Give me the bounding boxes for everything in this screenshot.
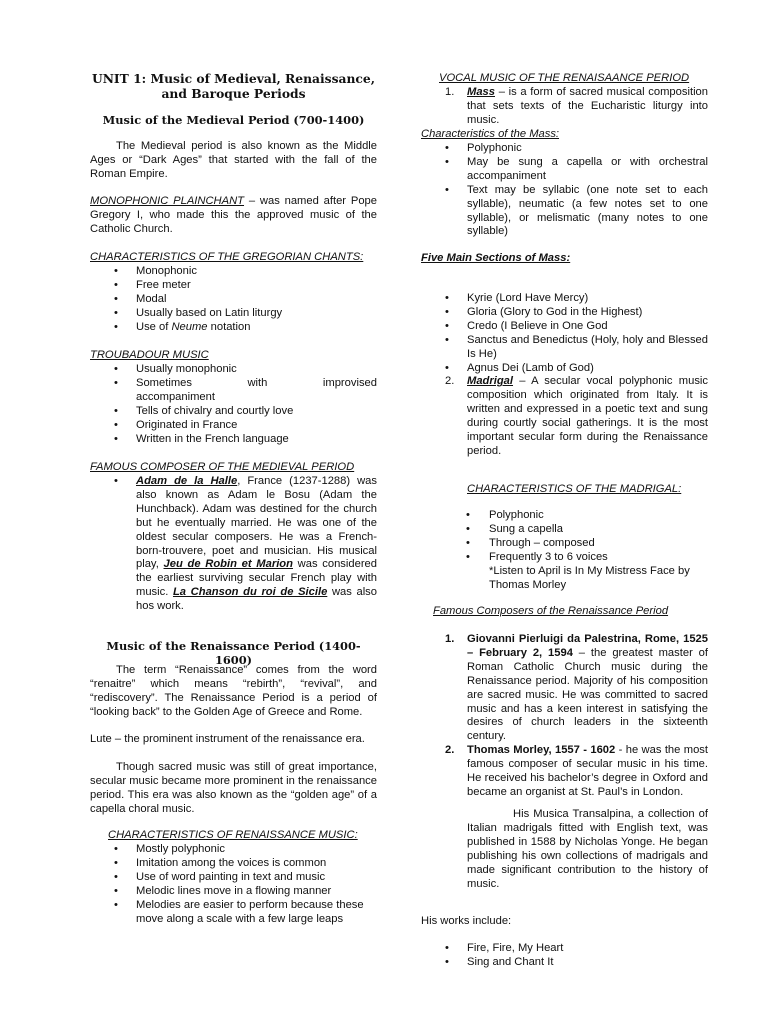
list-item: • Originated in France — [90, 419, 377, 433]
morley-paragraph: His Musica Transalpina, a collection of Italian madrigals fitted with English text, was published in 1588 by Nicholas Yonge. He began publishing his own collections of madrigals and made significant contribution to the history of music. — [467, 808, 708, 890]
list-item: • Sung a capella — [421, 523, 708, 537]
madrigal-char-heading: CHARACTERISTICS OF THE MADRIGAL: — [467, 483, 682, 495]
text-span: was also hos work. — [136, 586, 377, 613]
list-item: • Written in the French language — [90, 433, 377, 447]
list-item: • Gloria (Glory to God in the Highest) — [421, 306, 708, 320]
list-item: • Agnus Dei (Lamb of God) — [421, 362, 708, 376]
list-item: • Melodic lines move in a flowing manner — [90, 885, 377, 899]
list-number: 2. — [445, 375, 455, 387]
text-span: Use of — [136, 320, 172, 333]
gregorian-heading: CHARACTERISTICS OF THE GREGORIAN CHANTS: — [90, 251, 364, 263]
mass-term: Mass — [467, 86, 495, 98]
text-span: – is a form of sacred musical composition that sets texts of the Eucharistic liturgy into music. — [467, 86, 708, 126]
text-line: • Sometimes with improvised — [136, 376, 377, 389]
list-item: • Through – composed — [421, 537, 708, 551]
famous-renaissance-heading: Famous Composers of the Renaissance Period — [433, 605, 669, 617]
list-number: 1. — [445, 86, 455, 98]
list-item: • Usually monophonic — [90, 363, 377, 377]
madrigal-char-list — [421, 509, 708, 565]
renaissance-char-heading: CHARACTERISTICS OF RENAISSANCE MUSIC: — [108, 829, 358, 841]
list-item: • Credo (I Believe in One God — [421, 320, 708, 334]
works-list — [421, 942, 708, 970]
madrigal-term: Madrigal — [467, 375, 514, 387]
adam-name: Adam de la Halle — [136, 475, 238, 487]
list-item — [90, 377, 377, 405]
troubadour-heading: TROUBADOUR MUSIC — [90, 349, 209, 361]
medieval-heading: Music of the Medieval Period (700-1400) — [102, 113, 365, 127]
list-item: • Polyphonic — [421, 509, 708, 523]
adam-play: Jeu de Robin et Marion — [163, 558, 293, 571]
list-item: • Monophonic — [90, 265, 377, 279]
plainchant-term: MONOPHONIC PLAINCHANT — [90, 195, 245, 207]
list-item: • Usually based on Latin liturgy — [90, 307, 377, 321]
list-item: • Mostly polyphonic — [90, 843, 377, 857]
renaissance-heading: Music of the Renaissance Period (1400-1600) — [106, 639, 361, 667]
gregorian-list — [90, 265, 377, 335]
mass-char-heading: Characteristics of the Mass: — [421, 128, 560, 140]
list-item — [90, 475, 377, 614]
list-item — [421, 375, 708, 458]
renaissance-char-list — [90, 843, 377, 926]
text-span: – A secular vocal polyphonic music composition which originated from Italy. It is written and expressed in a poetic text and sung during courtly social gatherings. It is the most important secular form during the Renaissance period. — [467, 375, 708, 457]
list-item: • Tells of chivalry and courtly love — [90, 405, 377, 419]
list-item — [421, 86, 708, 128]
madrigal-note: *Listen to April is In My Mistress Face by Thomas Morley — [489, 565, 690, 591]
text-span: was considered the earliest surviving secular French play with music. — [136, 558, 377, 599]
renaissance-composers-list — [421, 633, 708, 800]
renaissance-paragraph-2: Though sacred music was still of great importance, secular music became more prominent in the renaissance period. This era was also known as the “golden age” of a capella choral music. — [90, 761, 377, 815]
list-item: • Text may be syllabic (one note set to each syllable), neumatic (a few notes set to one syllable), or melismatic (many notes to one syllable) — [421, 184, 708, 240]
morley-name: Thomas Morley, 1557 - 1602 — [467, 744, 616, 757]
list-item: • Use of word painting in text and music — [90, 871, 377, 885]
list-item: • Polyphonic — [421, 142, 708, 156]
plainchant-text: – was named after Pope Gregory I, who made this the approved music of the Catholic Church. — [90, 195, 377, 235]
sections-heading: Five Main Sections of Mass: — [421, 252, 571, 264]
renaissance-paragraph: The term “Renaissance” comes from the word “renaitre” which means “rebirth”, “revival”, and “rediscovery”. The Renaissance Period is a period of “looking back” to the Golden Age of Greece and Rome. — [90, 664, 377, 718]
list-item: • Imitation among the voices is common — [90, 857, 377, 871]
madrigal-list — [421, 375, 708, 458]
vocal-heading: VOCAL MUSIC OF THE RENAISAANCE PERIOD — [439, 72, 690, 84]
famous-medieval-heading: FAMOUS COMPOSER OF THE MEDIEVAL PERIOD — [90, 461, 355, 473]
list-item: • May be sung a capella or with orchestral accompaniment — [421, 156, 708, 184]
mass-list — [421, 86, 708, 128]
text-span: notation — [207, 320, 251, 333]
adam-work: La Chanson du roi de Sicile — [172, 586, 328, 599]
mass-char-list — [421, 142, 708, 239]
list-item: • Kyrie (Lord Have Mercy) — [421, 292, 708, 306]
list-number: 1. — [445, 633, 455, 645]
list-item — [421, 744, 708, 800]
list-item — [90, 321, 377, 335]
text-span: , France (1237-1288) was also known as Adam le Bosu (Adam the Hunchback). Adam was destined for the church but he eventually married. He was one of the oldest secular composers. He was a French-born-trouvere, poet and musician. His musical play, — [136, 475, 377, 571]
list-item — [421, 633, 708, 744]
plainchant-paragraph — [90, 195, 377, 237]
works-heading: His works include: — [421, 915, 512, 927]
list-item: • Fire, Fire, My Heart — [421, 942, 708, 956]
troubadour-list — [90, 363, 377, 446]
list-number: 2. — [445, 744, 455, 757]
list-item: • Free meter — [90, 279, 377, 293]
medieval-intro: The Medieval period is also known as the Middle Ages or “Dark Ages” that started with the fall of the Roman Empire. — [90, 140, 377, 180]
list-item: • Frequently 3 to 6 voices — [421, 551, 708, 565]
sections-list — [421, 292, 708, 375]
medieval-composer-list — [90, 475, 377, 614]
list-item: • Sanctus and Benedictus (Holy, holy and Blessed Is He) — [421, 334, 708, 362]
neume-term: Neume — [171, 320, 208, 333]
list-item: • Melodies are easier to perform because these move along a scale with a few large leaps — [90, 899, 377, 927]
list-item: • Sing and Chant It — [421, 956, 708, 970]
palestrina-name: Giovanni Pierluigi da Palestrina, Rome, 1525 – February 2, 1594 — [467, 633, 708, 659]
text-span: - he was the most famous composer of secular music in his time. He received his bachelor’s degree in Oxford and became an organist at St. Paul’s in London. — [467, 744, 708, 798]
lute-line: Lute – the prominent instrument of the renaissance era. — [90, 733, 365, 745]
text-line: accompaniment — [136, 390, 215, 403]
list-item: • Modal — [90, 293, 377, 307]
text-span: – the greatest master of Roman Catholic Church music during the Renaissance period. Majority of his composition are sacred music. He was committed to sacred music and has a keen interest in satisfying the desires of church leaders in the sixteenth century. — [467, 646, 709, 743]
unit-title: UNIT 1: Music of Medieval, Renaissance, and Baroque Periods — [91, 71, 376, 101]
